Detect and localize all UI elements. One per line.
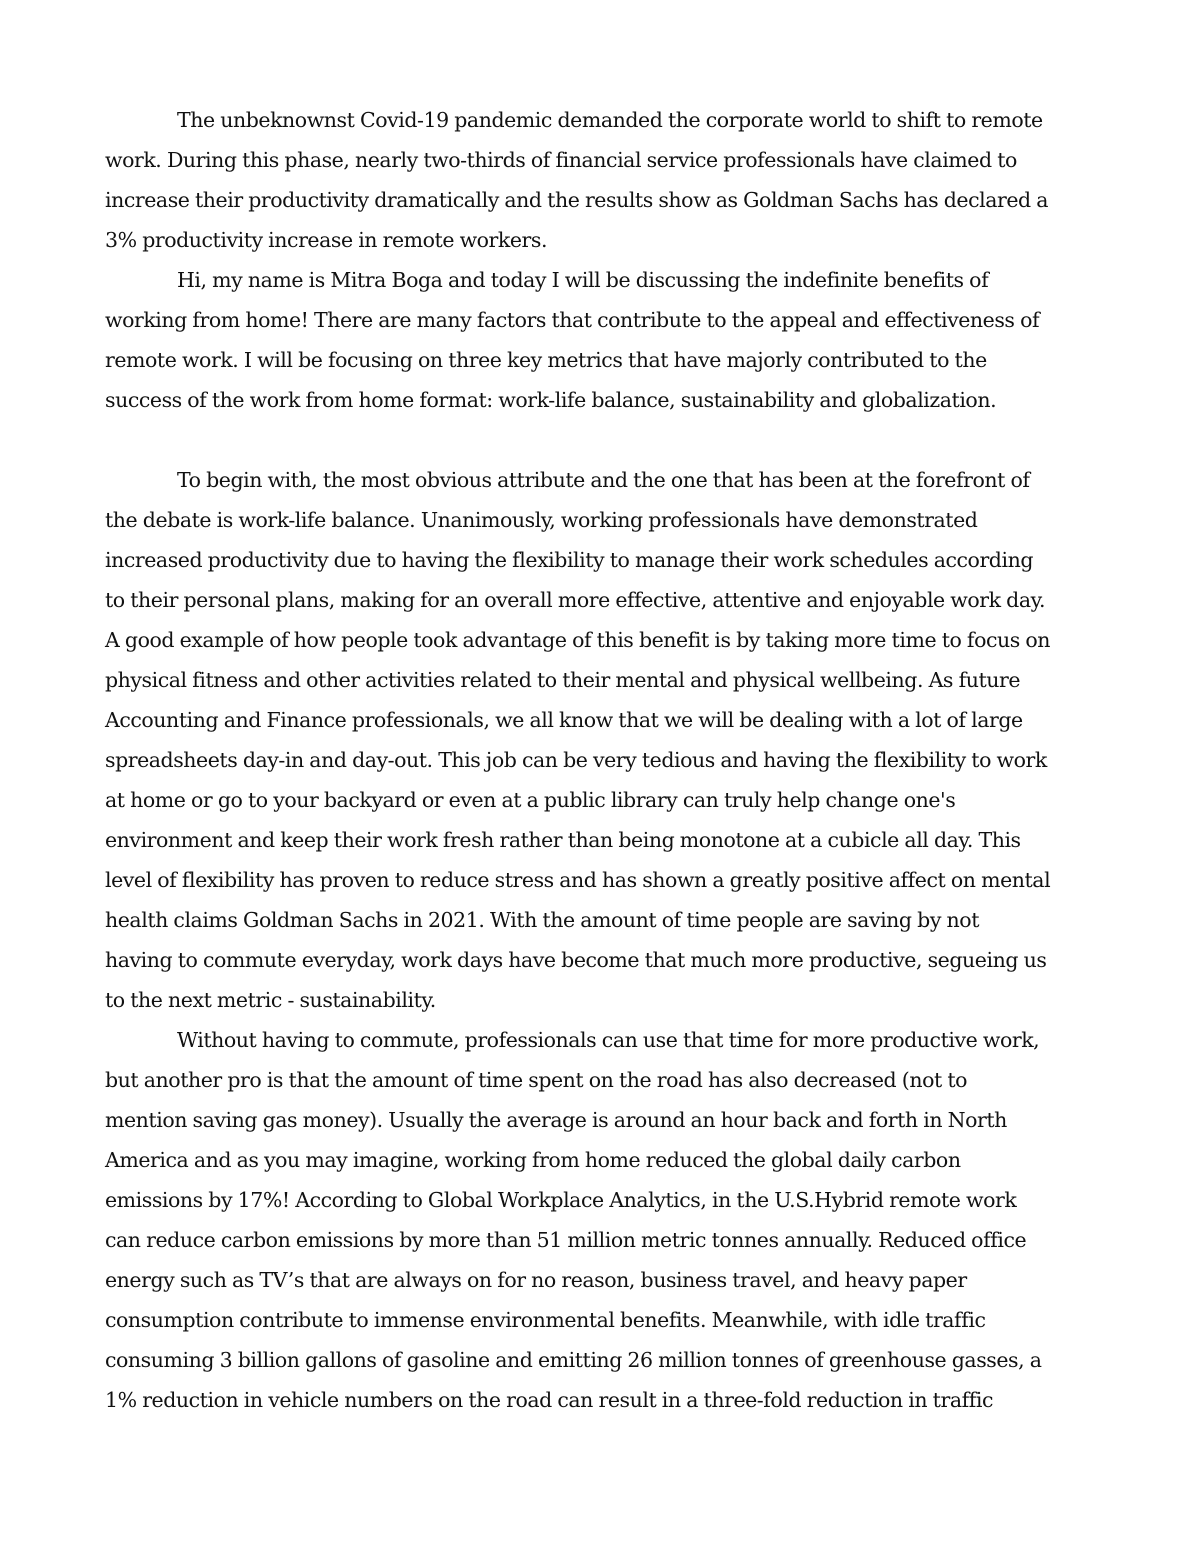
text-line: consuming 3 billion gallons of gasoline and emitting 26 million tonnes of greenhouse gasses, a	[105, 1348, 1042, 1372]
text-line: A good example of how people took advantage of this benefit is by taking more time to focus on	[105, 628, 1051, 652]
text-line: physical fitness and other activities related to their mental and physical wellbeing. As future	[105, 668, 1021, 692]
text-line: increased productivity due to having the flexibility to manage their work schedules according	[105, 548, 1034, 572]
text-line: health claims Goldman Sachs in 2021. With the amount of time people are saving by not	[105, 908, 979, 932]
text-line: success of the work from home format: work-life balance, sustainability and globalization.	[105, 388, 997, 412]
paragraph-sustainability	[105, 1020, 1095, 1420]
text-line: work. During this phase, nearly two-thirds of financial service professionals have claimed to	[105, 148, 1017, 172]
document-body	[105, 100, 1095, 1420]
text-line: 1% reduction in vehicle numbers on the road can result in a three-fold reduction in traffic	[105, 1388, 994, 1412]
text-line: The unbeknownst Covid-19 pandemic demanded the corporate world to shift to remote	[177, 108, 1043, 132]
text-line: environment and keep their work fresh rather than being monotone at a cubicle all day. This	[105, 828, 1021, 852]
paragraph-gap	[105, 420, 1095, 460]
text-line: spreadsheets day-in and day-out. This job can be very tedious and having the flexibility to work	[105, 748, 1047, 772]
paragraph-intro	[105, 100, 1095, 260]
text-line: increase their productivity dramatically and the results show as Goldman Sachs has declared a	[105, 188, 1049, 212]
text-line: To begin with, the most obvious attribute and the one that has been at the forefront of	[177, 468, 1030, 492]
text-line: to their personal plans, making for an overall more effective, attentive and enjoyable work day.	[105, 588, 1046, 612]
text-line: at home or go to your backyard or even at a public library can truly help change one's	[105, 788, 956, 812]
paragraph-work-life-balance	[105, 460, 1095, 1020]
paragraph-introduction-speaker	[105, 260, 1095, 420]
text-line: Accounting and Finance professionals, we all know that we will be dealing with a lot of large	[105, 708, 1023, 732]
text-line: to the next metric - sustainability.	[105, 988, 436, 1012]
text-line: but another pro is that the amount of time spent on the road has also decreased (not to	[105, 1068, 968, 1092]
text-line: the debate is work-life balance. Unanimously, working professionals have demonstrated	[105, 508, 978, 532]
text-line: having to commute everyday, work days have become that much more productive, segueing us	[105, 948, 1047, 972]
text-line: consumption contribute to immense environmental benefits. Meanwhile, with idle traffic	[105, 1308, 986, 1332]
text-line: Without having to commute, professionals can use that time for more productive work,	[177, 1028, 1040, 1052]
text-line: working from home! There are many factors that contribute to the appeal and effectiveness of	[105, 308, 1040, 332]
text-line: mention saving gas money). Usually the average is around an hour back and forth in North	[105, 1108, 1007, 1132]
text-line: remote work. I will be focusing on three key metrics that have majorly contributed to the	[105, 348, 987, 372]
text-line: emissions by 17%! According to Global Workplace Analytics, in the U.S.Hybrid remote work	[105, 1188, 1017, 1212]
text-line: America and as you may imagine, working from home reduced the global daily carbon	[105, 1148, 961, 1172]
text-line: level of flexibility has proven to reduce stress and has shown a greatly positive affect on mental	[105, 868, 1051, 892]
text-line: energy such as TV’s that are always on for no reason, business travel, and heavy paper	[105, 1268, 967, 1292]
text-line: can reduce carbon emissions by more than 51 million metric tonnes annually. Reduced office	[105, 1228, 1027, 1252]
text-line: Hi, my name is Mitra Boga and today I will be discussing the indefinite benefits of	[177, 268, 989, 292]
text-line: 3% productivity increase in remote workers.	[105, 228, 548, 252]
